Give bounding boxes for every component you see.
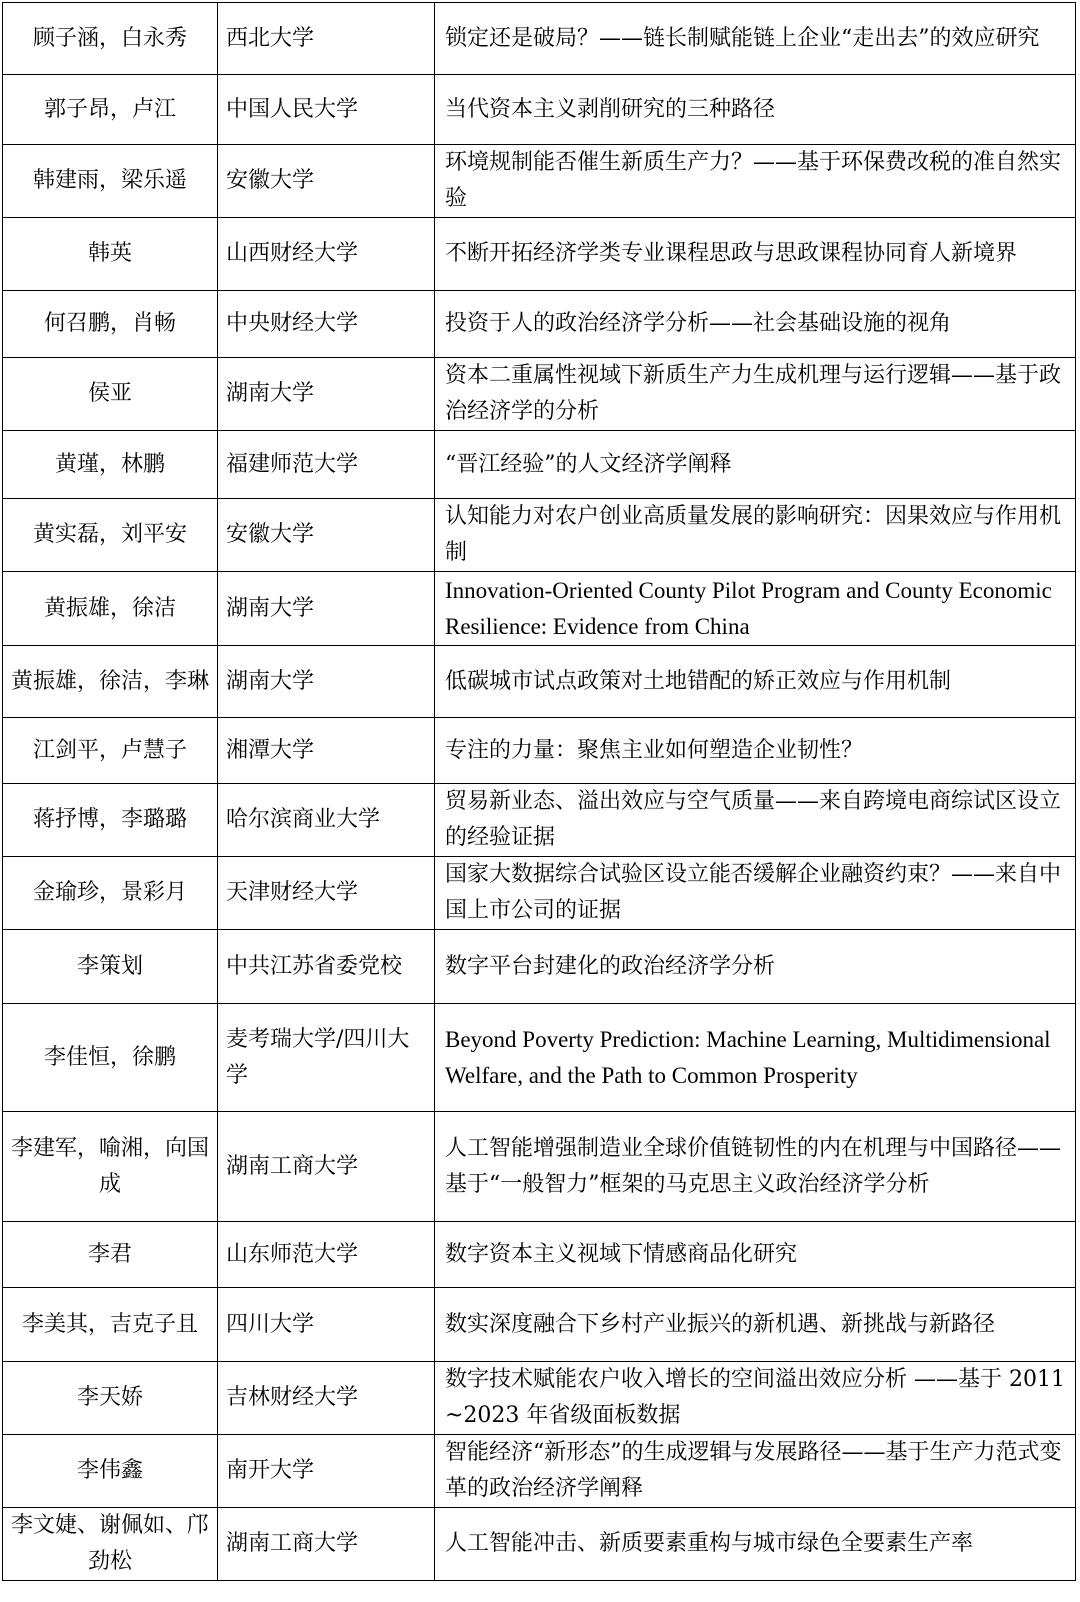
authors-cell: 李建军，喻湘，向国成 — [3, 1112, 218, 1222]
authors-cell: 李文婕、谢佩如、邝劲松 — [3, 1508, 218, 1581]
institution-cell: 湖南大学 — [218, 358, 435, 431]
authors-cell: 侯亚 — [3, 358, 218, 431]
table-row — [3, 499, 1076, 572]
table-row — [3, 1508, 1076, 1581]
title-cell: “晋江经验”的人文经济学阐释 — [435, 431, 1076, 499]
title-cell: 贸易新业态、溢出效应与空气质量——来自跨境电商综试区设立的经验证据 — [435, 784, 1076, 857]
table-body — [3, 3, 1076, 1581]
authors-cell: 黄振雄，徐洁 — [3, 572, 218, 646]
title-cell: 资本二重属性视域下新质生产力生成机理与运行逻辑——基于政治经济学的分析 — [435, 358, 1076, 431]
institution-cell: 山西财经大学 — [218, 218, 435, 291]
authors-cell: 黄振雄，徐洁，李琳 — [3, 646, 218, 718]
institution-cell: 西北大学 — [218, 3, 435, 75]
authors-cell: 郭子昂，卢江 — [3, 75, 218, 145]
title-cell: 人工智能增强制造业全球价值链韧性的内在机理与中国路径——基于“一般智力”框架的马克思主义政治经济学分析 — [435, 1112, 1076, 1222]
authors-cell: 黄实磊，刘平安 — [3, 499, 218, 572]
institution-cell: 湖南大学 — [218, 646, 435, 718]
table-row — [3, 218, 1076, 291]
authors-cell: 韩建雨，梁乐遥 — [3, 145, 218, 218]
authors-cell: 李伟鑫 — [3, 1435, 218, 1508]
table-row — [3, 431, 1076, 499]
table-row — [3, 291, 1076, 358]
title-cell: 数实深度融合下乡村产业振兴的新机遇、新挑战与新路径 — [435, 1288, 1076, 1362]
table-row — [3, 75, 1076, 145]
authors-cell: 李佳恒，徐鹏 — [3, 1004, 218, 1112]
table-row — [3, 784, 1076, 857]
table-row — [3, 145, 1076, 218]
table-row — [3, 1222, 1076, 1288]
title-cell: 智能经济“新形态”的生成逻辑与发展路径——基于生产力范式变革的政治经济学阐释 — [435, 1435, 1076, 1508]
paper-list-table — [2, 2, 1076, 1581]
title-cell: 低碳城市试点政策对土地错配的矫正效应与作用机制 — [435, 646, 1076, 718]
institution-cell: 天津财经大学 — [218, 857, 435, 930]
institution-cell: 中共江苏省委党校 — [218, 930, 435, 1004]
title-cell: 国家大数据综合试验区设立能否缓解企业融资约束？——来自中国上市公司的证据 — [435, 857, 1076, 930]
title-cell: 投资于人的政治经济学分析——社会基础设施的视角 — [435, 291, 1076, 358]
table-row — [3, 572, 1076, 646]
institution-cell: 福建师范大学 — [218, 431, 435, 499]
institution-cell: 哈尔滨商业大学 — [218, 784, 435, 857]
authors-cell: 韩英 — [3, 218, 218, 291]
authors-cell: 何召鹏，肖畅 — [3, 291, 218, 358]
institution-cell: 山东师范大学 — [218, 1222, 435, 1288]
authors-cell: 李天娇 — [3, 1362, 218, 1435]
institution-cell: 湖南大学 — [218, 572, 435, 646]
table-row — [3, 718, 1076, 784]
title-cell: 不断开拓经济学类专业课程思政与思政课程协同育人新境界 — [435, 218, 1076, 291]
institution-cell: 南开大学 — [218, 1435, 435, 1508]
institution-cell: 安徽大学 — [218, 499, 435, 572]
institution-cell: 麦考瑞大学/四川大学 — [218, 1004, 435, 1112]
title-cell: 当代资本主义剥削研究的三种路径 — [435, 75, 1076, 145]
title-cell: Beyond Poverty Prediction: Machine Learning, Multidimensional Welfare, and the Path to Common Prosperity — [435, 1004, 1076, 1112]
institution-cell: 中央财经大学 — [218, 291, 435, 358]
authors-cell: 蒋抒博，李璐璐 — [3, 784, 218, 857]
title-cell: Innovation-Oriented County Pilot Program and County Economic Resilience: Evidence from China — [435, 572, 1076, 646]
table-row — [3, 930, 1076, 1004]
title-cell: 环境规制能否催生新质生产力？——基于环保费改税的准自然实验 — [435, 145, 1076, 218]
title-cell: 锁定还是破局？——链长制赋能链上企业“走出去”的效应研究 — [435, 3, 1076, 75]
institution-cell: 四川大学 — [218, 1288, 435, 1362]
table-row — [3, 1112, 1076, 1222]
table-row — [3, 1288, 1076, 1362]
authors-cell: 江剑平，卢慧子 — [3, 718, 218, 784]
table-row — [3, 1435, 1076, 1508]
institution-cell: 湖南工商大学 — [218, 1508, 435, 1581]
table-row — [3, 3, 1076, 75]
authors-cell: 金瑜珍，景彩月 — [3, 857, 218, 930]
title-cell: 认知能力对农户创业高质量发展的影响研究：因果效应与作用机制 — [435, 499, 1076, 572]
authors-cell: 李君 — [3, 1222, 218, 1288]
title-cell: 数字资本主义视域下情感商品化研究 — [435, 1222, 1076, 1288]
title-cell: 数字技术赋能农户收入增长的空间溢出效应分析 ——基于 2011~2023 年省级面板数据 — [435, 1362, 1076, 1435]
authors-cell: 黄瑾，林鹏 — [3, 431, 218, 499]
title-cell: 专注的力量：聚焦主业如何塑造企业韧性？ — [435, 718, 1076, 784]
institution-cell: 安徽大学 — [218, 145, 435, 218]
title-cell: 人工智能冲击、新质要素重构与城市绿色全要素生产率 — [435, 1508, 1076, 1581]
table-row — [3, 646, 1076, 718]
institution-cell: 吉林财经大学 — [218, 1362, 435, 1435]
table-row — [3, 1004, 1076, 1112]
table-row — [3, 1362, 1076, 1435]
title-cell: 数字平台封建化的政治经济学分析 — [435, 930, 1076, 1004]
authors-cell: 李美其，吉克子且 — [3, 1288, 218, 1362]
authors-cell: 李策划 — [3, 930, 218, 1004]
table-row — [3, 358, 1076, 431]
authors-cell: 顾子涵，白永秀 — [3, 3, 218, 75]
institution-cell: 湖南工商大学 — [218, 1112, 435, 1222]
table-row — [3, 857, 1076, 930]
institution-cell: 湘潭大学 — [218, 718, 435, 784]
institution-cell: 中国人民大学 — [218, 75, 435, 145]
